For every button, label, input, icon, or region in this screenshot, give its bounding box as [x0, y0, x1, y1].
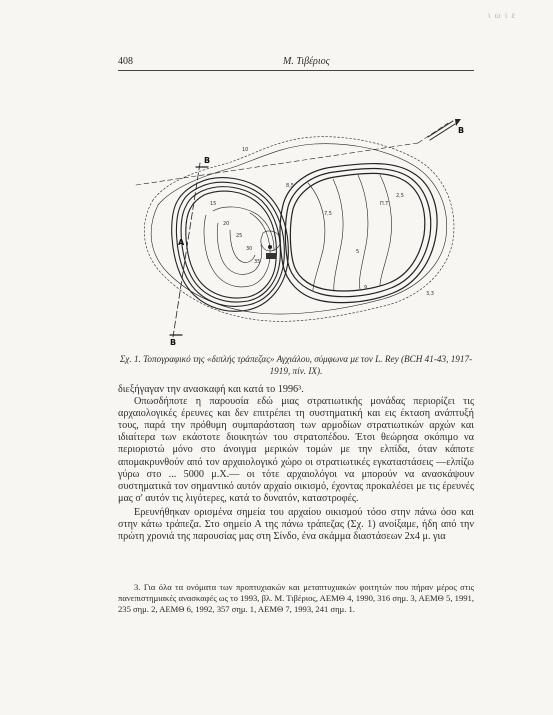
section-label-top: B [204, 156, 211, 165]
topographic-figure [118, 105, 478, 353]
contour-label: 5 [356, 249, 360, 255]
upper-table-contours [172, 178, 289, 312]
lower-interior-contours [308, 175, 392, 291]
arrow-symbol [428, 119, 461, 140]
caption-line: Σχ. 1. Τοπογραφικό της «διπλής τράπεζας» Αγχιάλου, σύμφωνα με τον L. Rey (BCH 41-43, 1917- [119, 354, 473, 364]
section-label-arrow: B [458, 126, 465, 135]
body-text [118, 384, 474, 543]
lower-table-contours [280, 164, 437, 303]
footnote [118, 582, 474, 615]
figure-caption [118, 353, 474, 377]
contour-label: 3,3 [426, 291, 434, 297]
contour-label: 10 [242, 147, 249, 153]
contour-map [118, 105, 478, 353]
contour-label: 25 [236, 233, 243, 239]
contour-label: 15 [210, 201, 217, 207]
section-line-diagonal-end [418, 123, 448, 143]
running-head: Μ. Τιβέριος [283, 56, 330, 67]
paragraph: διεξήγαγαν την ανασκαφή και κατά το 1996³. [118, 384, 304, 395]
footnote-text: 3. Για όλα τα ονόματα των προπτυχιακών και μεταπτυχιακών φοιτητών που πήραν μέρος στις πανεπιστημιακές ανασκαφές ως το 1993, βλ. Μ. Τιβέριος, ΑΕΜΘ 4, 1990, 316 σημ. 3, ΑΕΜΘ 5, 1991, 235 σημ. 2, ΑΕΜΘ 6, 1992, 357 σημ. 1, ΑΕΜΘ 7, 1993, 241 σημ. 1. [118, 582, 474, 614]
outer-contours [144, 137, 454, 322]
contour-label: Π.Τ [380, 201, 389, 207]
contour-label: 35 [254, 259, 261, 265]
feature-area [261, 231, 281, 259]
contour-label: 7,5 [324, 211, 332, 217]
page-number: 408 [118, 56, 133, 67]
paragraph: Οπωσδήποτε η παρουσία εδώ μιας στρατιωτικής μονάδας περιορίζει τις αρχαιολογικές έρευνες και δεν επιτρέπει τη συστηματική και εις έκταση ανάπτυξή τους, παρά την πρόθυμη συμπαράσταση των αρμοδίων στρατιωτικών αρχών και ιδιαίτερα των εκάστοτε διοικητών του στρατοπέδου. Έτσι θεώρησα σκόπιμο να περιοριστώ μόνο στο άνοιγμα μερικών τομών με την ελπίδα, όταν κάποτε απομακρυνθούν από τον αρχαιολογικό χώρο οι στρατιωτικές εγκαταστάσεις —ελπίζω γύρω στο ... 5000 μ.Χ.— οι τότε αρχαιολόγοι να μπορούν να ανασκάψουν συστηματικά τον σημαντικό αυτόν αρχαίο οικισμό, έχοντας προκαλέσει με τις έρευνές μας σ' αυτόν τις λιγότερες, κατά το δυνατόν, καταστροφές. [118, 396, 474, 504]
contour-label: 30 [246, 246, 253, 252]
header-rule [118, 70, 474, 71]
point-label-a: A [178, 238, 185, 247]
contour-label: 20 [223, 221, 230, 227]
contour-label: 9 [364, 285, 368, 291]
paragraph: Ερευνήθηκαν ορισμένα σημεία του αρχαίου οικισμού τόσο στην πάνω όσο και στην κάτω τράπεζα. Στο σημείο Α της πάνω τράπεζας (Σχ. 1) ανοίξαμε, ήδη από την πρώτη χρονιά της παρουσίας μας στη Σίνδο, ένα σκάμμα διαστάσεων 2x4 μ. για [118, 506, 474, 543]
caption-line: 1919, πίν. IX). [269, 366, 323, 376]
interior-contours [204, 207, 274, 287]
contour-label: 8,5 [286, 183, 294, 189]
section-label-bottom: B [170, 338, 177, 347]
corner-annotation: ι ω ι ε [488, 10, 517, 20]
contour-label: 2,5 [396, 193, 404, 199]
page-header [118, 56, 474, 70]
